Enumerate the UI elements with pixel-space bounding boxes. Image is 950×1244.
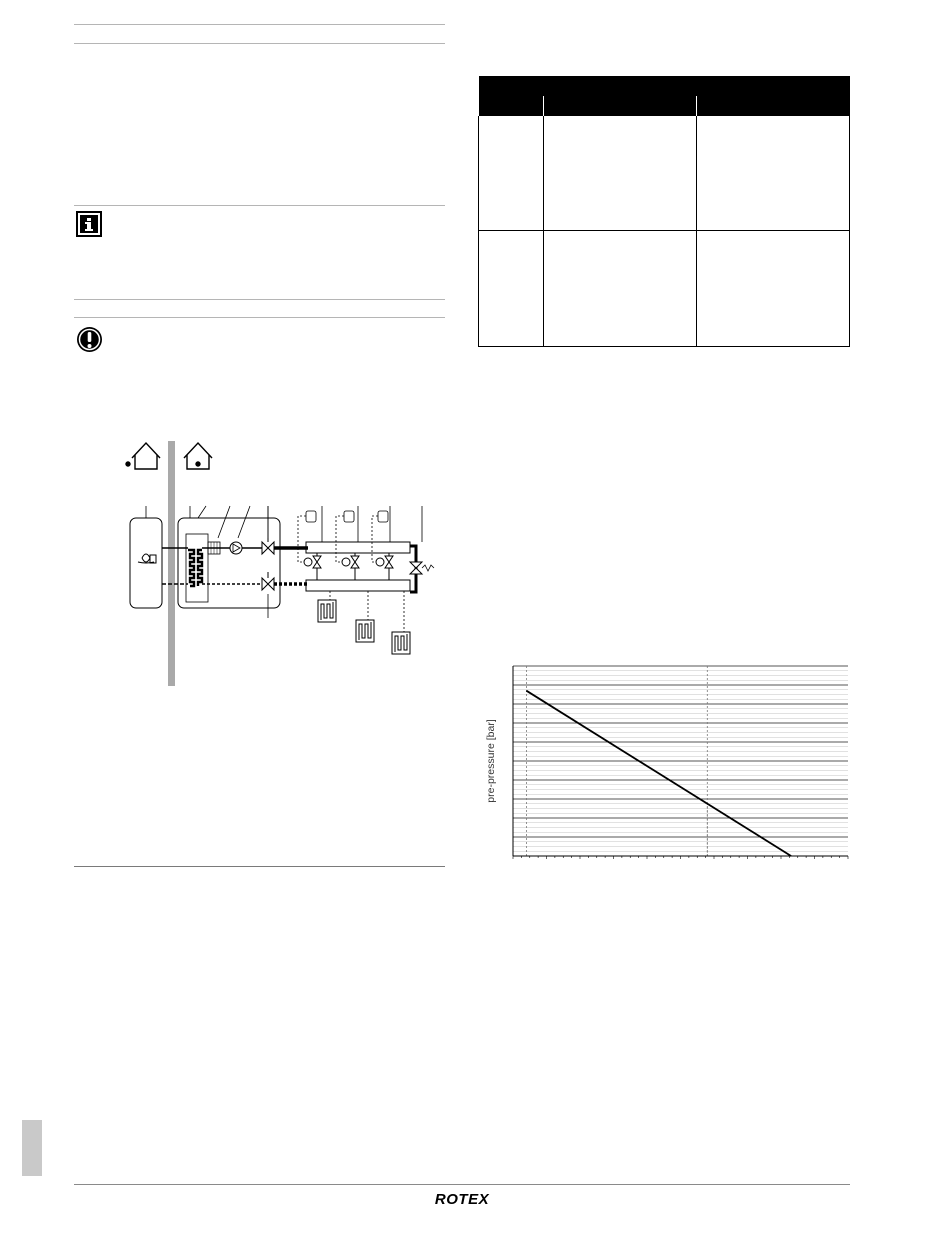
table-corner-header xyxy=(479,76,544,116)
y-axis-label: pre-pressure [bar] xyxy=(485,719,497,803)
series-line xyxy=(526,691,791,856)
table-cell xyxy=(696,116,850,231)
footer-rule xyxy=(74,1184,850,1185)
table-cell xyxy=(543,231,696,347)
top-rule-2 xyxy=(74,43,445,44)
system-schematic xyxy=(118,438,448,688)
table-row xyxy=(479,116,850,231)
wall-separator xyxy=(168,441,175,686)
spec-table xyxy=(478,76,850,347)
indoor-house-icon xyxy=(184,443,212,469)
brand-logo xyxy=(431,1190,493,1208)
table-row-label xyxy=(479,116,544,231)
table-cell xyxy=(696,231,850,347)
table-row-label xyxy=(479,231,544,347)
table-sub-header-1 xyxy=(543,96,696,116)
table-group-header xyxy=(543,76,850,96)
info-rule-top xyxy=(74,205,445,206)
outdoor-house-icon xyxy=(126,443,160,469)
exclamation-icon xyxy=(76,326,103,353)
info-icon xyxy=(76,211,102,237)
table-sub-header-2 xyxy=(696,96,850,116)
top-rule-1 xyxy=(74,24,445,25)
pre-pressure-chart xyxy=(480,660,854,870)
section-end-rule xyxy=(74,866,445,867)
info-rule-bottom xyxy=(74,299,445,300)
side-tab xyxy=(22,1120,42,1176)
table-row xyxy=(479,231,850,347)
warning-rule-top xyxy=(74,317,445,318)
brand-logo-text: ROTEX xyxy=(434,1191,490,1208)
table-cell xyxy=(543,116,696,231)
